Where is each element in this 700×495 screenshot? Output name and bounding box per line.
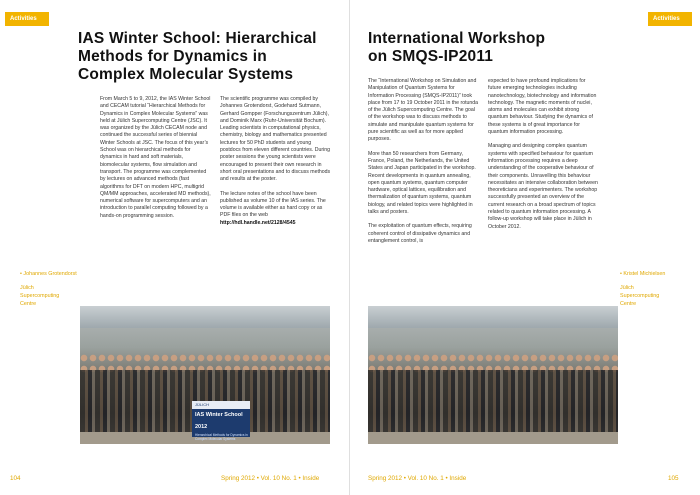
web-link[interactable]: http://hdl.handle.net/2128/4545 xyxy=(220,219,296,226)
author-credit: • Kristel Michielsen Jülich Supercomputing Centre xyxy=(620,271,666,307)
article-column-2: expected to have profound implications for future emerging technologies including nanotechnology, biotechnology and information technology. The magnetic moments of nuclei, atoms and molecules can exhibit strong quantum behaviour. Studying the dynamics of these systems is of great importance for quantum information processing. Managing and designing complex quantum systems with specified behaviour for quantum information processing requires a deep understanding of the cooperative behaviour of their components. Unravelling this behaviour necessitates an intensive collaboration between theoreticians and experimenters. The workshop successfully presented an overview of the current research on a broad spectrum of topics related to quantum information processing. A follow-up workshop will take place in Jülich in October 2012. xyxy=(488,78,598,230)
article-column-2: The scientific programme was compiled by Johannes Grotendorst, Godehard Sutmann, Gerhard Gompper (Forschungszentrum Jülich), and Dominik Marx (Ruhr-Universität Bochum). Leading scientists in computational physics, chemistry, biology and mathematics presented lectures for 50 PhD students and young postdocs from eleven different countries. During poster sessions the young scientists were encouraged to present their own research in short oral presentations and to discuss methods and results at the poster. The lecture notes of the school have been published as volume 10 of the IAS series. The volume is available either as hard copy or as PDF files on the web http://hdl.handle.net/2128/4545 xyxy=(220,96,331,226)
page-footer: Spring 2012 • Vol. 10 No. 1 • Inside xyxy=(368,475,467,482)
section-tab: Activities xyxy=(648,12,692,26)
article-title: International Workshop on SMQS-IP2011 xyxy=(368,30,546,65)
page-number: 104 xyxy=(10,475,21,482)
right-page xyxy=(350,0,700,495)
section-tab: Activities xyxy=(5,12,49,26)
group-photo xyxy=(368,306,618,444)
article-title: IAS Winter School: Hierarchical Methods for Dynamics in Complex Molecular Systems xyxy=(78,30,317,83)
article-column-1: The “International Workshop on Simulation and Manipulation of Quantum Systems for Information Processing (SMQS-IP2011)” took place from 17 to 19 October 2011 in the rotunda of the Jülich Supercomputing Centre. The goal of the workshop was to discuss methods to simulate and manipulate quantum systems for pure scientific as well as for more applied purposes. More than 50 researchers from Germany, France, Poland, the Netherlands, the United States and Japan participated in the workshop. Recent developments in quantum annealing, open quantum systems, quantum computer hardware, optical lattices, equilibration and thermalization of quantum systems, quantum biology, and related topics were highlighted in talks and posters. The exploitation of quantum effects, requiring coherent control of dissipative dynamics and entanglement control, is xyxy=(368,78,479,244)
article-column-1: From March 5 to 9, 2012, the IAS Winter School and CECAM tutorial “Hierarchical Methods for Dynamics in Complex Molecular Systems” was held at Jülich Supercomputing Centre (JSC). It was organized by the Jülich CECAM node and continued the successful series of biennial Winter Schools at JSC. The focus of this year’s School was on hierarchical methods for dynamics in hard and soft materials, biomolecular systems, flow simulation and transport. The programme was complemented by lectures on advanced methods (fast algorithms for DFT on modern HPC, multigrid QM/MM approaches, accelerated MD methods), numerical software for supercomputers and an introduction to parallel computing followed by a hands-on programming session. xyxy=(100,96,211,219)
event-banner: JÜLICH IAS Winter School 2012 Hierarchical Methods for Dynamics in Complex Molecular Systems xyxy=(192,401,250,437)
page-footer: Spring 2012 • Vol. 10 No. 1 • Inside xyxy=(221,475,320,482)
author-credit: • Johannes Grotendorst Jülich Supercomputing Centre xyxy=(20,271,77,307)
group-photo xyxy=(80,306,330,444)
page-number: 105 xyxy=(668,475,679,482)
